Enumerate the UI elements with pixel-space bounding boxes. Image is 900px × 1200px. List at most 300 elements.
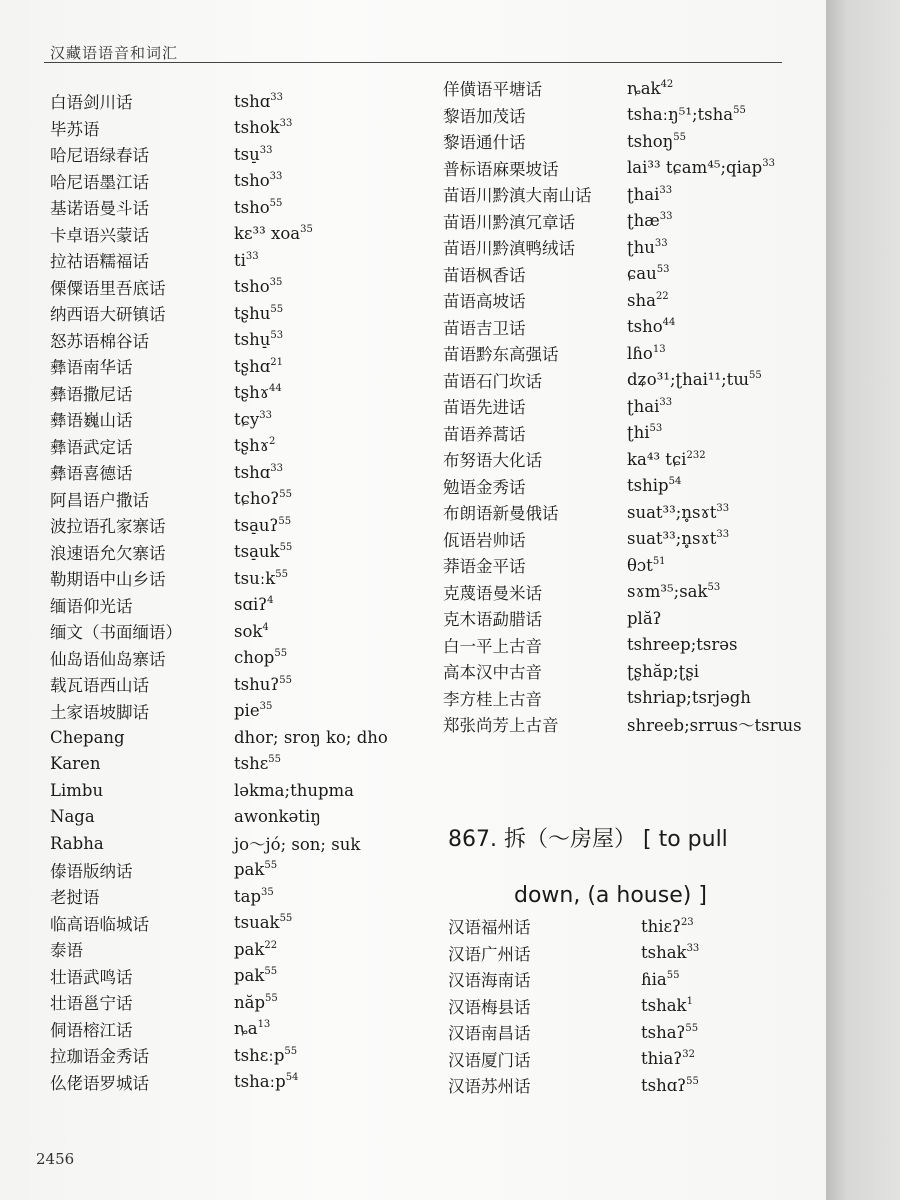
dialect-entry (50, 406, 388, 433)
dialect-entry (50, 645, 388, 672)
dialect-name: 阿昌语户撒话 (50, 490, 149, 510)
header-rule (44, 62, 782, 63)
tone-number: 55 (686, 1075, 699, 1087)
phonetic-text: awonkətiŋ (234, 807, 321, 827)
phonetic-form (234, 410, 272, 429)
phonetic-form (641, 1023, 698, 1042)
phonetic-form (627, 450, 706, 469)
dialect-name: 缅语仰光话 (50, 596, 133, 616)
dialect-name: 仫佬语罗城话 (50, 1073, 149, 1093)
dialect-entry (50, 274, 388, 301)
dialect-entry (443, 685, 802, 712)
phonetic-form (234, 701, 272, 720)
phonetic-text: ʈhi (627, 423, 650, 443)
dialect-name: 汉语苏州话 (448, 1077, 531, 1097)
tone-number: 55 (733, 105, 746, 117)
entry-headword: 拆（～房屋） (503, 827, 636, 852)
page-number: 2456 (36, 1150, 75, 1168)
tone-number: 53 (707, 582, 721, 594)
tone-number: 55 (264, 966, 278, 978)
dialect-entry (50, 1042, 388, 1069)
phonetic-text: tsuːk (234, 568, 276, 588)
dialect-entry (443, 234, 802, 261)
phonetic-form (234, 966, 277, 985)
dialect-entry (50, 857, 388, 884)
phonetic-form (234, 675, 292, 694)
phonetic-text: pak (234, 939, 265, 959)
tone-number: 2 (269, 436, 276, 448)
phonetic-form (234, 304, 283, 323)
dialect-entry (443, 261, 802, 288)
phonetic-form (234, 913, 292, 932)
phonetic-form (627, 79, 673, 98)
dialect-entry (50, 936, 388, 963)
dialect-entry (50, 194, 388, 221)
dialect-name: 土家语坡脚话 (50, 702, 149, 722)
phonetic-form (234, 831, 360, 855)
tone-number: 54 (285, 1072, 299, 1084)
phonetic-form (234, 1072, 298, 1091)
dialect-name: 莽语金平话 (443, 557, 526, 577)
phonetic-form (641, 943, 699, 962)
tone-number: 55 (270, 303, 284, 315)
dialect-entry (443, 208, 802, 235)
phonetic-form (234, 569, 288, 588)
phonetic-text: tsa̠uk (234, 542, 280, 562)
phonetic-form (641, 996, 693, 1015)
dialect-entry (50, 168, 388, 195)
phonetic-text: sok (234, 621, 263, 641)
dialect-name: 彝语撒尼话 (50, 384, 133, 404)
dialect-name: 汉语南昌话 (448, 1024, 531, 1044)
tone-number: 4 (267, 595, 274, 607)
dialect-entry (448, 913, 699, 940)
phonetic-form (234, 92, 283, 111)
dialect-entry (443, 579, 802, 606)
tone-number: 44 (269, 383, 282, 395)
phonetic-text: tshak (641, 996, 687, 1016)
phonetic-form (627, 503, 729, 522)
phonetic-form (234, 728, 388, 747)
phonetic-text: tshuʔ (234, 674, 280, 694)
phonetic-form (627, 211, 673, 230)
phonetic-form (627, 582, 720, 601)
dialect-name: 黎语通什话 (443, 133, 526, 153)
phonetic-form (627, 476, 681, 495)
phonetic-text: tshoŋ (627, 131, 674, 151)
phonetic-text: shreeb;srrɯs～tsrɯs (627, 716, 802, 736)
dialect-entry (443, 473, 802, 500)
dialect-entry (50, 777, 388, 804)
phonetic-form (234, 224, 313, 243)
dialect-name: 傣语版纳话 (50, 861, 133, 881)
phonetic-text: lɦo (627, 343, 653, 363)
dialect-entry (443, 75, 802, 102)
phonetic-form (234, 436, 275, 455)
phonetic-text: tshak (641, 943, 687, 963)
phonetic-form (627, 556, 666, 575)
phonetic-text: tship (627, 476, 669, 496)
phonetic-text: ȵak (627, 78, 661, 98)
phonetic-text: ka⁴³ tɕi (627, 449, 687, 469)
dialect-entry (50, 433, 388, 460)
dialect-entry (50, 353, 388, 380)
dialect-entry (443, 526, 802, 553)
phonetic-form (627, 238, 668, 257)
tone-number: 13 (257, 1019, 271, 1031)
phonetic-form (234, 595, 274, 614)
dialect-name: 克蔑语曼米话 (443, 583, 542, 603)
dialect-name: 缅文（书面缅语） (50, 623, 182, 643)
tone-number: 53 (656, 264, 670, 276)
phonetic-text: tshu̠ (234, 330, 271, 350)
dialect-entry (443, 102, 802, 129)
dialect-entry (448, 1046, 699, 1073)
phonetic-form (234, 383, 282, 402)
tone-number: 55 (269, 197, 283, 209)
dialect-entry (50, 989, 388, 1016)
left-column (50, 88, 388, 1095)
tone-number: 55 (685, 1022, 699, 1034)
dialect-name: 李方桂上古音 (443, 689, 542, 709)
dialect-name: 汉语海南话 (448, 971, 531, 991)
tone-number: 44 (662, 317, 676, 329)
dialect-name: 载瓦语西山话 (50, 676, 149, 696)
dialect-name: 白语剑川话 (50, 93, 133, 113)
tone-number: 35 (269, 277, 283, 289)
dialect-entry (50, 486, 388, 513)
dialect-name: 苗语石门坎话 (443, 371, 542, 391)
phonetic-text: tsa̠uʔ (234, 515, 279, 535)
dialect-name: Chepang (50, 727, 125, 747)
phonetic-form (627, 688, 751, 707)
phonetic-form (234, 940, 277, 959)
phonetic-form (234, 1046, 297, 1065)
phonetic-text: ɦia (641, 969, 667, 989)
dialect-entry (443, 711, 802, 738)
tone-number: 33 (686, 943, 700, 955)
book-spine-shadow (826, 0, 900, 1200)
dialect-name: 傈僳语里吾底话 (50, 278, 166, 298)
dialect-name: 哈尼语绿春话 (50, 146, 149, 166)
tone-number: 32 (682, 1049, 695, 1061)
running-head: 汉藏语语音和词汇 (50, 44, 179, 62)
tone-number: 232 (686, 449, 706, 461)
tone-number: 55 (278, 515, 292, 527)
dialect-name: 哈尼语墨江话 (50, 172, 149, 192)
entry-gloss-line1: [ to pull (643, 827, 728, 852)
dialect-entry (448, 1019, 699, 1046)
tone-number: 33 (716, 529, 730, 541)
phonetic-text: thiɛʔ (641, 916, 681, 936)
tone-number: 53 (649, 423, 663, 435)
phonetic-text: năp (234, 992, 266, 1012)
dialect-name: 汉语福州话 (448, 918, 531, 938)
phonetic-text: ɕau (627, 264, 657, 284)
phonetic-text: ʈhai (627, 184, 660, 204)
phonetic-text: tshɛ (234, 754, 269, 774)
dialect-entry (50, 1069, 388, 1096)
dialect-name: 卡卓语兴蒙话 (50, 225, 149, 245)
phonetic-form (627, 635, 737, 654)
phonetic-text: tshok (234, 118, 280, 138)
phonetic-form (234, 622, 269, 641)
phonetic-form (234, 781, 354, 800)
phonetic-text: jo～jó; son; suk (234, 835, 361, 855)
phonetic-form (627, 264, 669, 283)
dialect-entry (50, 327, 388, 354)
dialect-entry (50, 88, 388, 115)
phonetic-text: tsho (234, 277, 270, 297)
phonetic-text: lai³³ tɕam⁴⁵;qiap (627, 158, 763, 178)
dialect-name: 汉语厦门话 (448, 1050, 531, 1070)
dialect-name: 老挝语 (50, 888, 100, 908)
tone-number: 55 (268, 754, 282, 766)
phonetic-text: suat³³;n̥sɤt (627, 502, 717, 522)
tone-number: 51 (652, 555, 666, 567)
tone-number: 33 (279, 118, 293, 130)
tone-number: 33 (659, 396, 673, 408)
tone-number: 22 (655, 290, 669, 302)
tone-number: 33 (245, 250, 259, 262)
phonetic-form (627, 185, 672, 204)
dialect-entry (443, 287, 802, 314)
tone-number: 42 (660, 78, 674, 90)
phonetic-form (641, 1076, 699, 1095)
phonetic-text: tap (234, 886, 262, 906)
phonetic-form (234, 648, 287, 667)
phonetic-text: tʂhɤ (234, 436, 270, 456)
phonetic-form (234, 993, 278, 1012)
phonetic-text: tʂhu (234, 303, 271, 323)
tone-number: 55 (279, 674, 292, 686)
tone-number: 23 (680, 916, 694, 928)
phonetic-form (234, 1019, 270, 1038)
phonetic-form (234, 118, 292, 137)
phonetic-form (627, 105, 746, 124)
phonetic-text: ʈhu (627, 237, 655, 257)
tone-number: 1 (686, 996, 693, 1008)
phonetic-text: tsho (234, 197, 270, 217)
dialect-entry (448, 993, 699, 1020)
tone-number: 55 (279, 489, 293, 501)
dialect-entry (50, 883, 388, 910)
dialect-name: 彝语巍山话 (50, 411, 133, 431)
phonetic-text: ʈʂhăp;ʈʂi (627, 661, 700, 681)
phonetic-form (234, 463, 283, 482)
phonetic-form (641, 970, 679, 989)
phonetic-text: suat³³;n̥sɤt (627, 529, 717, 549)
dialect-name: Naga (50, 807, 95, 827)
phonetic-form (627, 158, 775, 177)
phonetic-text: ti (234, 250, 246, 270)
tone-number: 33 (259, 409, 272, 421)
dialect-entry (448, 1072, 699, 1099)
phonetic-text: tshaʔ (641, 1022, 686, 1042)
tone-number: 55 (274, 648, 288, 660)
phonetic-form (234, 516, 291, 535)
dialect-name: Rabha (50, 833, 104, 853)
dialect-name: 波拉语孔家寨话 (50, 517, 166, 537)
right-column-top (443, 75, 802, 738)
dialect-name: 纳西语大研镇话 (50, 305, 166, 325)
dialect-name: 壮语武鸣话 (50, 967, 133, 987)
phonetic-text: tshriap;tsrjəgh (627, 688, 751, 708)
phonetic-text: dʑo³¹;ʈhai¹¹;tɯ (627, 370, 749, 390)
dialect-entry (443, 155, 802, 182)
dialect-name: 临高语临城话 (50, 914, 149, 934)
dialect-name: 彝语南华话 (50, 358, 133, 378)
phonetic-text: tɕhoʔ (234, 489, 280, 509)
dialect-name: 侗语榕江话 (50, 1020, 133, 1040)
dialect-name: 郑张尚芳上古音 (443, 716, 559, 736)
tone-number: 55 (279, 542, 293, 554)
phonetic-text: tshaːŋ⁵¹;tsha (627, 105, 734, 125)
phonetic-form (627, 712, 802, 736)
dialect-entry (448, 966, 699, 993)
tone-number: 35 (261, 886, 274, 898)
phonetic-text: ȵa (234, 1019, 258, 1039)
dialect-name: 勉语金秀话 (443, 477, 526, 497)
phonetic-form (641, 917, 694, 936)
phonetic-text: tʂhɤ (234, 383, 270, 403)
dialect-entry (50, 751, 388, 778)
phonetic-text: dhor; sroŋ ko; dho (234, 727, 388, 747)
tone-number: 55 (666, 969, 680, 981)
dialect-entry (443, 393, 802, 420)
dialect-name: 拉祜语糯福话 (50, 252, 149, 272)
phonetic-form (627, 529, 729, 548)
dialect-name: 克木语勐腊话 (443, 610, 542, 630)
entry-heading (448, 812, 808, 924)
dialect-entry (50, 963, 388, 990)
dialect-name: 汉语梅县话 (448, 997, 531, 1017)
tone-number: 55 (284, 1045, 298, 1057)
dialect-name: 泰语 (50, 941, 83, 961)
dialect-name: 浪速语允欠寨话 (50, 543, 166, 563)
dialect-entry (443, 446, 802, 473)
dialect-entry (443, 605, 802, 632)
dialect-name: 彝语武定话 (50, 437, 133, 457)
phonetic-text: tshɑ (234, 462, 271, 482)
dialect-entry (443, 367, 802, 394)
dialect-name: 苗语川黔滇鸭绒话 (443, 239, 575, 259)
phonetic-form (234, 277, 282, 296)
dialect-entry (50, 247, 388, 274)
dialect-name: Limbu (50, 780, 104, 800)
phonetic-form (234, 198, 282, 217)
phonetic-text: tɕy (234, 409, 260, 429)
phonetic-form (234, 145, 272, 164)
dialect-name: 毕苏语 (50, 119, 100, 139)
phonetic-text: tshɑʔ (641, 1075, 687, 1095)
tone-number: 33 (654, 237, 668, 249)
dialect-name: 苗语川黔滇大南山话 (443, 186, 592, 206)
dialect-name: 白一平上古音 (443, 636, 542, 656)
dialect-name: 黎语加茂话 (443, 106, 526, 126)
phonetic-text: θɔt (627, 555, 653, 575)
phonetic-text: tsho (234, 171, 270, 191)
dialect-entry (50, 221, 388, 248)
phonetic-form (627, 370, 762, 389)
tone-number: 55 (279, 913, 293, 925)
dialect-entry (50, 141, 388, 168)
phonetic-form (234, 860, 277, 879)
phonetic-text: sha (627, 290, 656, 310)
phonetic-form (641, 1049, 695, 1068)
phonetic-text: sɤm³⁵;sak (627, 582, 708, 602)
phonetic-text: tshreep;tsrəs (627, 635, 738, 655)
dialect-name: 苗语黔东高强话 (443, 345, 559, 365)
phonetic-text: sɑiʔ (234, 595, 268, 615)
tone-number: 33 (270, 91, 284, 103)
dialect-entry (443, 340, 802, 367)
entry-gloss-line2: down, (a house) ] (514, 883, 707, 908)
phonetic-text: tsuak (234, 913, 280, 933)
dialect-entry (50, 724, 388, 751)
dialect-name: 勒期语中山乡话 (50, 570, 166, 590)
tone-number: 13 (652, 343, 666, 355)
dialect-entry (50, 618, 388, 645)
dialect-name: 苗语养蒿话 (443, 424, 526, 444)
dialect-entry (50, 592, 388, 619)
phonetic-text: thiaʔ (641, 1049, 683, 1069)
phonetic-text: tsho (627, 317, 663, 337)
tone-number: 33 (659, 211, 673, 223)
dialect-name: 拉珈语金秀话 (50, 1047, 149, 1067)
dialect-entry (50, 910, 388, 937)
phonetic-form (234, 330, 283, 349)
dialect-entry (443, 181, 802, 208)
dialect-name: 苗语枫香话 (443, 265, 526, 285)
dialect-entry (50, 539, 388, 566)
tone-number: 35 (259, 701, 273, 713)
dialect-name: 苗语先进话 (443, 398, 526, 418)
phonetic-text: plăʔ (627, 608, 662, 628)
dialect-entry (448, 940, 699, 967)
phonetic-text: tshɑ (234, 91, 271, 111)
tone-number: 33 (659, 184, 673, 196)
phonetic-form (234, 171, 282, 190)
dialect-name: 彝语喜德话 (50, 464, 133, 484)
tone-number: 55 (275, 568, 289, 580)
dialect-entry (50, 380, 388, 407)
tone-number: 55 (264, 860, 278, 872)
tone-number: 54 (668, 476, 682, 488)
tone-number: 33 (716, 502, 730, 514)
dialect-entry (50, 804, 388, 831)
dialect-name: 苗语吉卫话 (443, 318, 526, 338)
phonetic-text: pak (234, 966, 265, 986)
dialect-name: 普标语麻栗坡话 (443, 159, 559, 179)
tone-number: 33 (259, 144, 273, 156)
dialect-name: Karen (50, 754, 101, 774)
dialect-entry (50, 671, 388, 698)
tone-number: 33 (270, 462, 284, 474)
dialect-entry (50, 512, 388, 539)
phonetic-text: tʂhɑ (234, 356, 271, 376)
phonetic-text: pak (234, 860, 265, 880)
dialect-entry (50, 698, 388, 725)
dialect-name: 基诺语曼斗话 (50, 199, 149, 219)
phonetic-form (627, 423, 662, 442)
dialect-entry (50, 830, 388, 857)
phonetic-form (627, 397, 672, 416)
dialect-name: 佤语岩帅话 (443, 530, 526, 550)
phonetic-form (234, 357, 283, 376)
tone-number: 55 (673, 131, 687, 143)
phonetic-form (234, 754, 281, 773)
